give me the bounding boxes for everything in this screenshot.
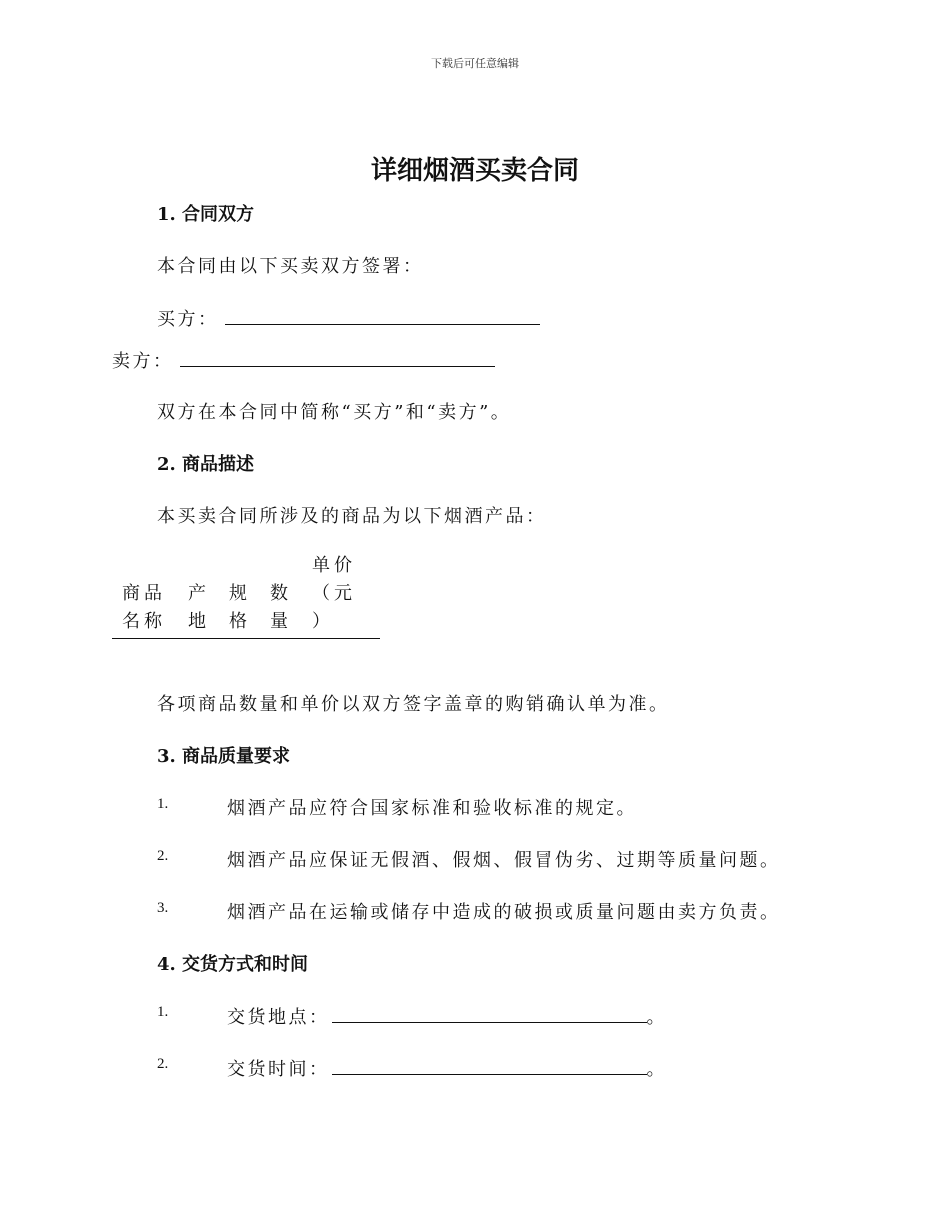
- item-text: 烟酒产品应符合国家标准和验收标准的规定。: [227, 798, 637, 819]
- table-header-cell: ）: [312, 611, 334, 632]
- table-col-product-name: [122, 580, 166, 636]
- item-number: 1.: [157, 796, 169, 812]
- table-col-quantity: [270, 580, 292, 636]
- buyer-blank: [225, 304, 540, 325]
- delivery-time-label: 交货时间：: [227, 1059, 330, 1080]
- line-end: 。: [646, 1059, 667, 1080]
- section-4-heading: 4. 交货方式和时间: [157, 954, 309, 975]
- table-header-cell: 商品: [122, 583, 166, 604]
- line-end: 。: [646, 1007, 667, 1028]
- table-header-cell: 量: [270, 611, 292, 632]
- table-header-cell: 地: [188, 611, 210, 632]
- item-number: 1.: [157, 1004, 169, 1020]
- table-header-cell: （元: [312, 583, 356, 604]
- table-header-cell: 格: [229, 611, 251, 632]
- delivery-place-blank: [332, 1002, 647, 1023]
- section-1-intro: 本合同由以下买卖双方签署：: [157, 256, 424, 277]
- seller-line: [112, 346, 495, 373]
- buyer-line: [157, 304, 540, 331]
- section-1-heading: 1. 合同双方: [157, 204, 255, 225]
- item-number: 2.: [157, 1056, 169, 1072]
- document-title: 详细烟酒买卖合同: [370, 156, 579, 186]
- delivery-time-blank: [332, 1054, 647, 1075]
- delivery-place-label: 交货地点：: [227, 1007, 330, 1028]
- item-text: 烟酒产品在运输或储存中造成的破损或质量问题由卖方负责。: [227, 902, 781, 923]
- seller-blank: [180, 346, 495, 367]
- table-header-cell: 规: [229, 583, 251, 604]
- section-3-heading: 3. 商品质量要求: [157, 746, 291, 767]
- item-number: 2.: [157, 848, 169, 864]
- section-1-alias: 双方在本合同中简称“买方”和“卖方”。: [157, 402, 512, 423]
- item-text: 烟酒产品应保证无假酒、假烟、假冒伪劣、过期等质量问题。: [227, 850, 781, 871]
- section-2-intro: 本买卖合同所涉及的商品为以下烟酒产品：: [157, 506, 547, 527]
- table-col-unit-price: [312, 552, 356, 636]
- table-col-spec: [229, 580, 251, 636]
- header-note: 下载后可任意编辑: [431, 57, 519, 70]
- section-2-note: 各项商品数量和单价以双方签字盖章的购销确认单为准。: [157, 694, 670, 715]
- item-number: 3.: [157, 900, 169, 916]
- table-header-cell: 名称: [122, 611, 166, 632]
- delivery-time-line: [227, 1054, 667, 1081]
- table-header-cell: 数: [270, 583, 292, 604]
- table-col-origin: [188, 580, 210, 636]
- product-table: [112, 552, 380, 639]
- delivery-place-line: [227, 1002, 667, 1029]
- section-2-heading: 2. 商品描述: [157, 454, 255, 475]
- table-header-cell: 产: [188, 583, 210, 604]
- table-header-cell: 单价: [312, 555, 356, 576]
- buyer-label: 买方：: [157, 309, 219, 330]
- seller-label: 卖方：: [112, 351, 174, 372]
